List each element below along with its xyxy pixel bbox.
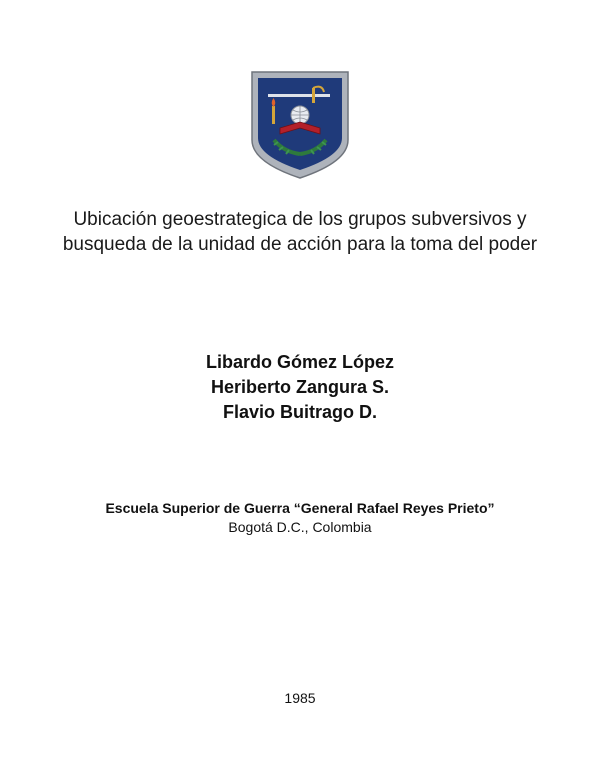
sword-blade [268,94,330,97]
author-name: Libardo Gómez López [205,352,394,372]
institution-name: Escuela Superior de Guerra “General Rafael Reyes Prieto” [105,500,495,516]
document-title: Ubicación geoestrategica de los grupos subversivos y busqueda de la unidad de acción para la toma del poder [62,209,538,255]
sword-hilt [312,88,315,103]
author-list [100,350,500,425]
publication-year: 1985 [284,690,316,706]
author-name: Flavio Buitrago D. [222,402,377,422]
torch-handle [272,106,275,124]
institution-location: Bogotá D.C., Colombia [228,519,372,535]
author-name: Heriberto Zangura S. [210,377,390,397]
military-school-crest-icon [250,70,350,180]
